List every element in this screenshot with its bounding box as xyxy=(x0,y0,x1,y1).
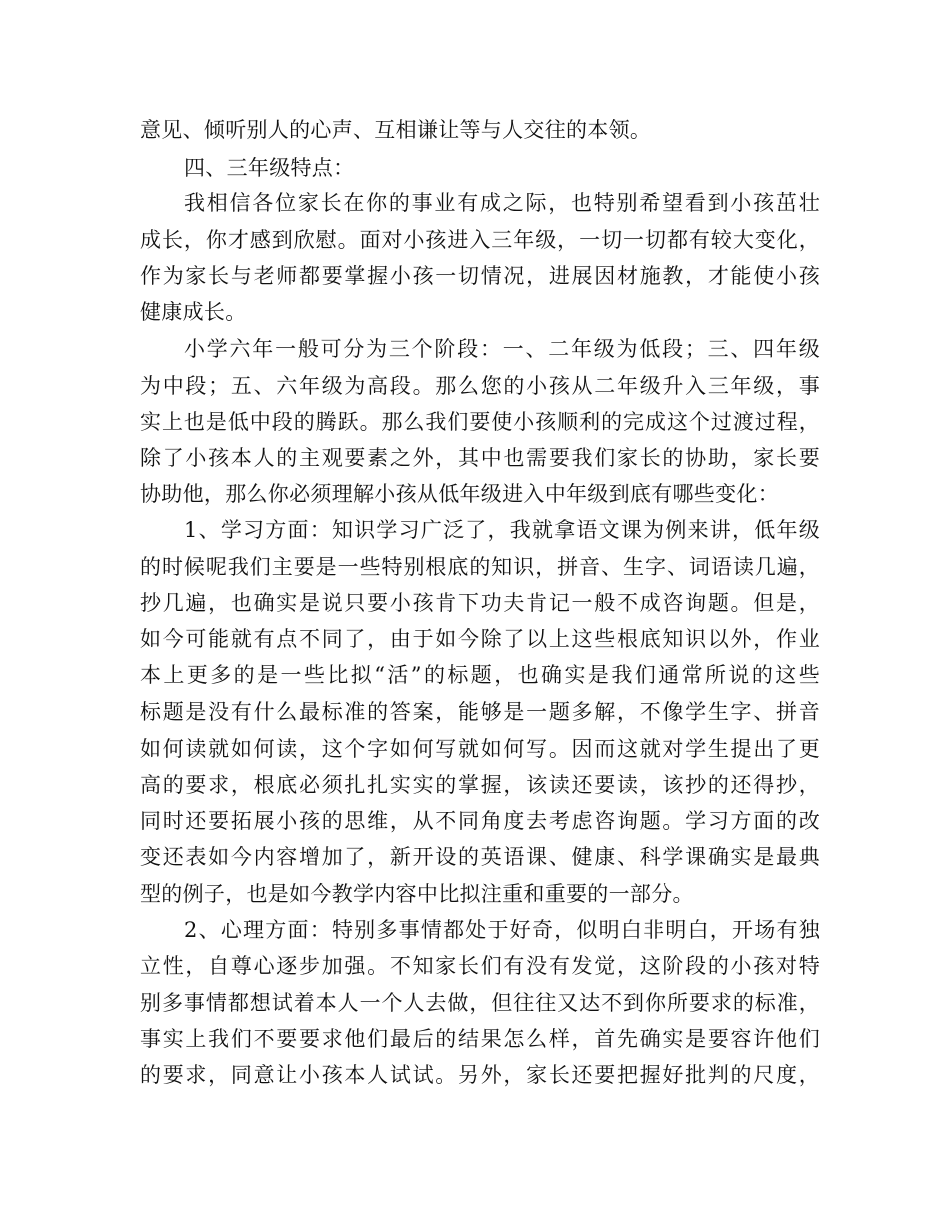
paragraph-line: 的要求，同意让小孩本人试试。另外，家长还要把握好批判的尺度， xyxy=(140,1063,820,1087)
paragraph-line: 变还表如今内容增加了，新开设的英语课、健康、科学课确实是最典 xyxy=(140,845,820,869)
paragraph-line: 协助他，那么你必须理解小孩从低年级进入中年级到底有哪些变化： xyxy=(140,482,779,506)
paragraph-line: 我相信各位家长在你的事业有成之际，也特别希望看到小孩茁壮 xyxy=(184,191,820,215)
paragraph-line: 如何读就如何读，这个字如何写就如何写。因而这就对学生提出了更 xyxy=(140,737,820,761)
paragraph-line: 标题是没有什么最标准的答案，能够是一题多解，不像学生字、拼音 xyxy=(140,700,820,724)
paragraph-line: 作为家长与老师都要掌握小孩一切情况，进展因材施教，才能使小孩 xyxy=(140,264,820,288)
paragraph-line: 实上也是低中段的腾跃。那么我们要使小孩顺利的完成这个过渡过程， xyxy=(140,410,820,434)
paragraph-line: 为中段；五、六年级为高段。那么您的小孩从二年级升入三年级，事 xyxy=(140,374,820,398)
paragraph-line: 2、心理方面：特别多事情都处于好奇，似明白非明白，开场有独 xyxy=(184,918,820,942)
paragraph-line: 除了小孩本人的主观要素之外，其中也需要我们家长的协助，家长要 xyxy=(140,446,820,470)
section-heading: 四、三年级特点： xyxy=(184,156,355,180)
paragraph-line: 别多事情都想试着本人一个人去做，但往往又达不到你所要求的标准， xyxy=(140,991,820,1015)
paragraph-line: 同时还要拓展小孩的思维，从不同角度去考虑咨询题。学习方面的改 xyxy=(140,809,820,833)
paragraph-line: 小学六年一般可分为三个阶段：一、二年级为低段；三、四年级 xyxy=(184,337,820,361)
paragraph-line: 事实上我们不要要求他们最后的结果怎么样，首先确实是要容许他们 xyxy=(140,1027,820,1051)
paragraph-line: 如今可能就有点不同了，由于如今除了以上这些根底知识以外，作业 xyxy=(140,627,820,651)
paragraph-line: 成长，你才感到欣慰。面对小孩进入三年级，一切一切都有较大变化， xyxy=(140,228,820,252)
paragraph-line: 健康成长。 xyxy=(140,300,247,324)
paragraph-line: 型的例子，也是如今教学内容中比拟注重和重要的一部分。 xyxy=(140,882,694,906)
paragraph-line: 立性，自尊心逐步加强。不知家长们有没有发觉，这阶段的小孩对特 xyxy=(140,954,820,978)
paragraph-line: 1、学习方面：知识学习广泛了，我就拿语文课为例来讲，低年级 xyxy=(184,518,820,542)
paragraph-line: 高的要求，根底必须扎扎实实的掌握，该读还要读，该抄的还得抄， xyxy=(140,773,820,797)
paragraph-line: 意见、倾听别人的心声、互相谦让等与人交往的本领。 xyxy=(140,118,652,142)
paragraph-line: 的时候呢我们主要是一些特别根底的知识，拼音、生字、词语读几遍， xyxy=(140,555,820,579)
paragraph-line: 抄几遍，也确实是说只要小孩肯下功夫肯记一般不成咨询题。但是， xyxy=(140,591,820,615)
paragraph-line: 本上更多的是一些比拟“活”的标题，也确实是我们通常所说的这些 xyxy=(140,663,820,687)
